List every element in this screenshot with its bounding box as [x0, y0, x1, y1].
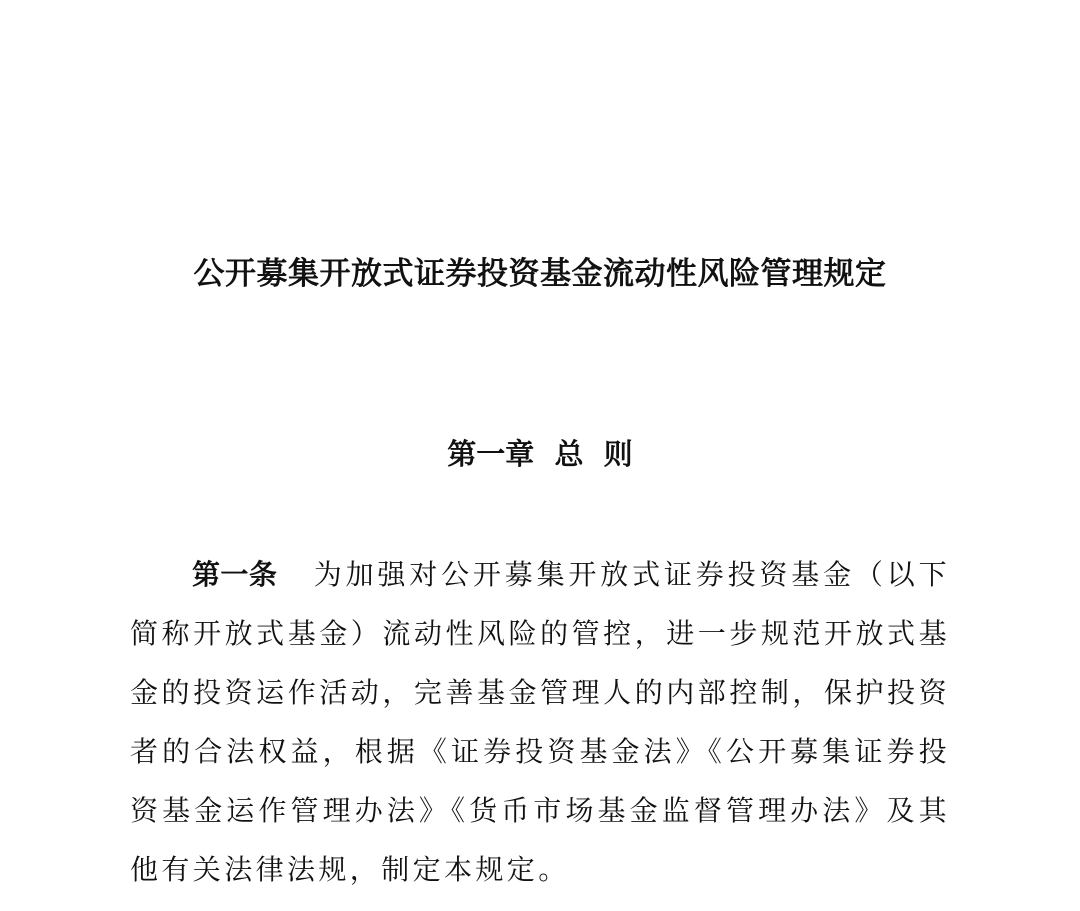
- document-title: 公开募集开放式证券投资基金流动性风险管理规定: [193, 256, 887, 292]
- article-number: 第一条: [192, 558, 278, 591]
- article-text: 为加强对公开募集开放式证券投资基金（以下简称开放式基金）流动性风险的管控，进一步规范开放式基金的投资运作活动，完善基金管理人的内部控制，保护投资者的合法权益，根据《证券投资基金法》《公开募集证券投资基金运作管理办法》《货币市场基金监督管理办法》及其他有关法律法规，制定本规定。: [130, 558, 950, 886]
- chapter-heading: 第一章 总 则: [447, 437, 633, 471]
- article-paragraph: [130, 545, 950, 899]
